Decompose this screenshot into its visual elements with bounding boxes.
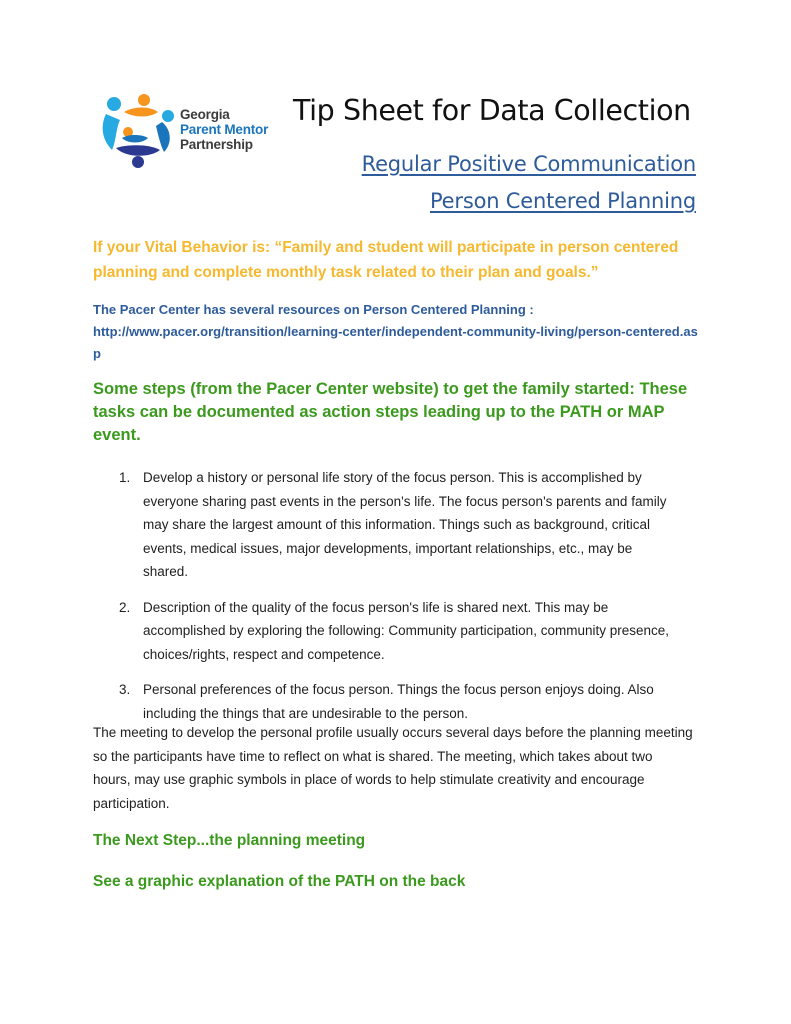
meeting-paragraph: The meeting to develop the personal profile usually occurs several days before the planning meeting so the participants have time to reflect on what is shared. The meeting, which takes about two hours, may use graphic symbols in place of words to help stimulate creativity and encourage participation.: [93, 725, 693, 811]
list-number: 2.: [119, 599, 131, 615]
list-number: 3.: [119, 682, 131, 697]
list-item: [0, 596, 673, 667]
logo-line-2: Parent Mentor: [180, 122, 269, 137]
next-step-heading: The Next Step...the planning meeting: [93, 832, 366, 849]
logo: [98, 92, 274, 172]
pacer-intro: The Pacer Center has several resources on Person Centered Planning :: [93, 302, 534, 317]
logo-line-3: Partnership: [180, 137, 253, 152]
logo-line-1: Georgia: [180, 107, 230, 122]
logo-text: [180, 107, 268, 152]
graphic-note-heading: See a graphic explanation of the PATH on the back: [93, 873, 466, 890]
pacer-resources: [93, 299, 703, 365]
list-item: [0, 466, 673, 584]
pacer-link[interactable]: http://www.pacer.org/transition/learning-center/independent-community-living/person-centered.asp: [93, 324, 698, 361]
subtitle-planning: Person Centered Planning: [429, 189, 696, 213]
list-text: Personal preferences of the focus person. Things the focus person enjoys doing. Also including the things that are undesirable to the person.: [143, 682, 654, 721]
list-item: [0, 678, 673, 725]
steps-heading: Some steps (from the Pacer Center website) to get the family started: These tasks can be documented as action steps leading up to the PATH or MAP event.: [93, 380, 688, 444]
list-number: 1.: [119, 470, 131, 485]
list-text: Develop a history or personal life story of the focus person. This is accomplished by everyone sharing past events in the person's life. The focus person's parents and family may share the largest amount of this information. Things such as background, critical events, medical issues, major developments, important relationships, etc., may be shared.: [143, 470, 667, 579]
people-circle-logo-icon: [98, 92, 180, 170]
vital-behavior-statement: If your Vital Behavior is: “Family and student will participate in person centered planning and complete monthly task related to their plan and goals.”: [93, 239, 679, 281]
page-title: Tip Sheet for Data Collection: [293, 94, 691, 127]
subtitle-communication: Regular Positive Communication: [361, 152, 696, 176]
list-text: Description of the quality of the focus person's life is shared next. This may be accomplished by exploring the following: Community participation, community presence, choices/rights, respect and competence.: [143, 599, 669, 662]
steps-list: [0, 466, 791, 737]
